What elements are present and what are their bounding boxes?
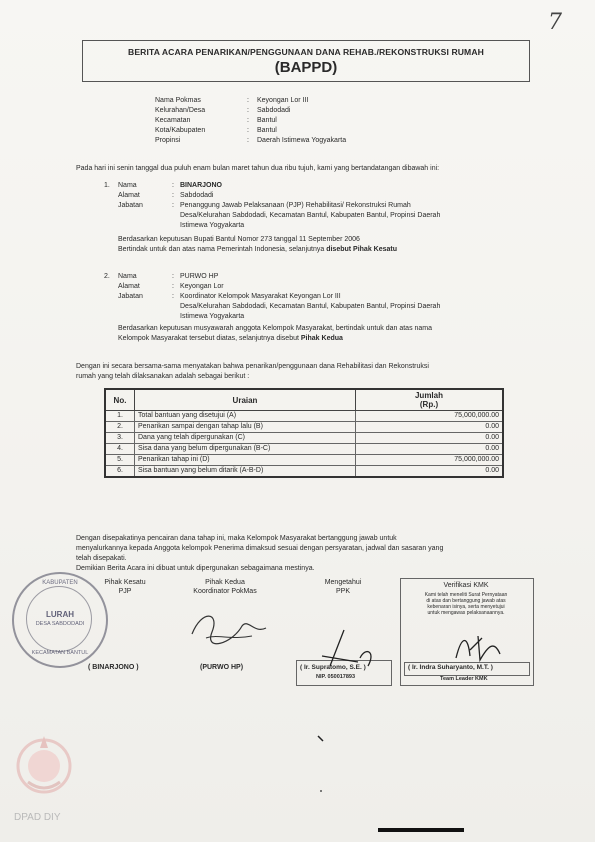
signer-title: Mengetahui xyxy=(324,579,362,586)
table-row xyxy=(105,466,503,478)
row-description: Total bantuan yang disetujui (A) xyxy=(135,411,356,422)
party-position-cont: Istimewa Yogyakarta xyxy=(180,222,245,229)
stamp-top-text: KABUPATEN xyxy=(42,580,78,586)
party-basis: Berdasarkan keputusan musyawarah anggota Kelompok Masyarakat, bertindak untuk dan atas nama xyxy=(118,325,433,332)
kmk-statement xyxy=(402,592,530,616)
fund-table xyxy=(104,388,504,478)
party-position-cont: Desa/Kelurahan Sabdodadi, Kecamatan Bantul, Kabupaten Bantul, Propinsi Daerah xyxy=(180,303,441,310)
info-row: Kelurahan/Desa : Sabdodadi xyxy=(155,107,291,114)
signer-role: Koordinator PokMas xyxy=(193,588,257,595)
row-description: Sisa bantuan yang belum ditarik (A-B-D) xyxy=(135,466,356,478)
kmk-statement-line: di atas dan bertanggung jawab atas xyxy=(426,598,506,604)
alamat-label: Alamat xyxy=(118,283,140,290)
table-row xyxy=(105,444,503,455)
jabatan-label: Jabatan xyxy=(118,202,143,209)
table-row xyxy=(105,433,503,444)
row-description: Penarikan sampai dengan tahap lalu (B) xyxy=(135,422,356,433)
party-number: 2. xyxy=(104,273,110,280)
row-description: Penarikan tahap ini (D) xyxy=(135,455,356,466)
statement-line: Dengan ini secara bersama-sama menyatakan bahwa penarikan/penggunaan dana Rehabilitasi dan Rekonstruksi xyxy=(76,363,429,370)
signature-kmk-drawing xyxy=(450,630,510,666)
signer-title: Verifikasi KMK xyxy=(443,582,489,589)
row-amount: 75,000,000.00 xyxy=(356,455,504,466)
table-row xyxy=(105,422,503,433)
pen-mark xyxy=(316,734,326,744)
nama-label: Nama xyxy=(118,273,137,280)
title-box xyxy=(82,40,530,82)
signer-nip: NIP. 050017893 xyxy=(316,674,356,680)
info-value: Keyongan Lor III xyxy=(257,97,309,104)
document-title: BERITA ACARA PENARIKAN/PENGGUNAAN DANA REHAB./REKONSTRUKSI RUMAH xyxy=(128,47,484,57)
row-number: 5. xyxy=(105,455,135,466)
intro-paragraph: Pada hari ini senin tanggal dua puluh enam bulan maret tahun dua ribu tujuh, kami yang bertandatangan dibawah ini: xyxy=(76,165,440,172)
row-amount: 75,000,000.00 xyxy=(356,411,504,422)
dpad-crest-watermark xyxy=(14,730,74,802)
party-designation: disebut Pihak Kesatu xyxy=(326,246,397,253)
row-number: 4. xyxy=(105,444,135,455)
row-number: 6. xyxy=(105,466,135,478)
col-header-jumlah xyxy=(356,389,504,411)
info-value: Daerah Istimewa Yogyakarta xyxy=(257,137,347,144)
signature-pihak-kedua xyxy=(180,578,270,596)
info-row: Kecamatan : Bantul xyxy=(155,117,277,124)
row-number: 3. xyxy=(105,433,135,444)
party-position-cont: Istimewa Yogyakarta xyxy=(180,313,245,320)
info-row: Propinsi : Daerah Istimewa Yogyakarta xyxy=(155,137,347,144)
party-name: PURWO HP xyxy=(180,273,219,280)
signature-area xyxy=(70,578,532,688)
info-label: Kecamatan xyxy=(155,117,191,124)
closing-line: menyalurkannya kepada Anggota kelompok Penerima dimaksud sesuai dengan persyaratan, jadwal dan sasaran yang xyxy=(76,545,444,552)
signer-name: ( Ir. Indra Suharyanto, M.T. ) xyxy=(408,664,493,671)
watermark-label: DPAD DIY xyxy=(14,812,61,823)
official-stamp xyxy=(12,572,108,668)
kmk-statement-line: untuk mengawas pelaksanaannya. xyxy=(427,610,505,616)
party-kedua: 2. Nama : PURWO HP Alamat : Keyongan Lor Jabatan : Koordinator Kelompok Masyarakat Keyongan Lor III Desa/Kelurahan Sabdodadi, Kecamatan Bantul, Kabupaten Bantul, Propinsi Daerah Istimewa Yogyakarta Berdasarkan keputusan musyawarah anggota Kelompok Masyarakat, bertindak untuk dan atas nama Kelompok Masyarakat tersebut diatas, selanjutnya disebut Pihak Kedua xyxy=(104,272,510,344)
pokmas-info xyxy=(155,96,346,146)
closing-line: Demikian Berita Acara ini dibuat untuk dipergunakan sebagaimana mestinya. xyxy=(76,565,315,572)
closing-line: Dengan disepakatinya pencairan dana tahap ini, maka Kelompok Masyarakat bertanggung jawab untuk xyxy=(76,535,397,542)
info-value: Bantul xyxy=(257,127,277,134)
pen-dot xyxy=(318,788,324,794)
party-basis: Berdasarkan keputusan Bupati Bantul Nomor 273 tanggal 11 September 2006 xyxy=(118,236,360,243)
signer-role: Team Leader KMK xyxy=(440,676,488,682)
table-row xyxy=(105,455,503,466)
stamp-subtitle: DESA SABDODADI xyxy=(35,621,85,627)
signer-name: ( BINARJONO ) xyxy=(88,664,139,671)
info-value: Sabdodadi xyxy=(257,107,291,114)
nama-label: Nama xyxy=(118,182,137,189)
party-name: BINARJONO xyxy=(180,182,223,189)
signer-role: PJP xyxy=(118,588,132,595)
party-address: Keyongan Lor xyxy=(180,283,224,290)
info-value: Bantul xyxy=(257,117,277,124)
info-row: Kota/Kabupaten : Bantul xyxy=(155,127,277,134)
signer-name: ( Ir. Supratomo, S.E. ) xyxy=(300,664,366,671)
row-number: 2. xyxy=(105,422,135,433)
row-description: Sisa dana yang belum dipergunakan (B-C) xyxy=(135,444,356,455)
closing-line: telah disepakati. xyxy=(76,555,127,562)
kmk-statement-line: kebenaran isinya, serta menyetujui xyxy=(427,604,505,610)
col-header-unit: (Rp.) xyxy=(419,400,439,409)
info-label: Kelurahan/Desa xyxy=(155,107,206,114)
stamp-title: LURAH xyxy=(46,610,74,619)
alamat-label: Alamat xyxy=(118,192,140,199)
party-designation: Pihak Kedua xyxy=(300,335,343,342)
signature-verifikasi-kmk xyxy=(402,581,530,616)
statement-line: rumah yang telah dilaksanakan adalah sebagai berikut : xyxy=(76,373,250,380)
party-position: Penanggung Jawab Pelaksanaan (PJP) Rehabilitasi/ Rekonstruksi Rumah xyxy=(180,202,411,209)
row-amount: 0.00 xyxy=(356,433,504,444)
party-address: Sabdodadi xyxy=(180,192,214,199)
signer-title: Pihak Kedua xyxy=(205,579,245,586)
jabatan-label: Jabatan xyxy=(118,293,143,300)
row-amount: 0.00 xyxy=(356,444,504,455)
kmk-statement-line: Kami telah meneliti Surat Pernyataan xyxy=(424,592,508,598)
party-position: Koordinator Kelompok Masyarakat Keyongan Lor III xyxy=(180,293,341,300)
stamp-bottom-text: KECAMATAN BANTUL xyxy=(31,650,89,656)
document-abbreviation: (BAPPD) xyxy=(274,59,338,76)
col-header-uraian: Uraian xyxy=(135,389,356,411)
statement-paragraph xyxy=(76,362,429,382)
party-basis-cont: Kelompok Masyarakat tersebut diatas, selanjutnya disebut xyxy=(118,335,299,342)
col-header-no: No. xyxy=(105,389,135,411)
info-label: Propinsi xyxy=(155,137,181,144)
signature-purwo-drawing xyxy=(182,604,272,654)
info-row: Nama Pokmas : Keyongan Lor III xyxy=(155,97,309,104)
table-row xyxy=(105,411,503,422)
page-number: 7 xyxy=(548,10,562,35)
info-label: Nama Pokmas xyxy=(155,97,201,104)
party-number: 1. xyxy=(104,182,110,189)
row-number: 1. xyxy=(105,411,135,422)
signature-mengetahui xyxy=(298,578,388,596)
signer-name: (PURWO HP) xyxy=(200,664,244,671)
signature-ppk-drawing xyxy=(310,626,390,676)
party-position-cont: Desa/Kelurahan Sabdodadi, Kecamatan Bantul, Kabupaten Bantul, Propinsi Daerah xyxy=(180,212,441,219)
info-label: Kota/Kabupaten xyxy=(155,127,206,134)
signer-role: PPK xyxy=(335,588,350,595)
party-role-statement: Bertindak untuk dan atas nama Pemerintah Indonesia, selanjutnya xyxy=(118,246,325,253)
closing-paragraph xyxy=(76,534,443,574)
row-amount: 0.00 xyxy=(356,466,504,478)
row-description: Dana yang telah dipergunakan (C) xyxy=(135,433,356,444)
row-amount: 0.00 xyxy=(356,422,504,433)
col-header-jumlah-label: Jumlah xyxy=(414,391,443,400)
party-kesatu: 1. Nama : BINARJONO Alamat : Sabdodadi Jabatan : Penanggung Jawab Pelaksanaan (PJP) Rehabilitasi/ Rekonstruksi Rumah Desa/Kelurahan Sabdodadi, Kecamatan Bantul, Kabupaten Bantul, Propinsi Daerah Istimewa Yogyakarta Berdasarkan keputusan Bupati Bantul Nomor 273 tanggal 11 September 2006 Bertindak untuk dan atas nama Pemerintah Indonesia, selanjutnya disebut Pihak Kesatu xyxy=(104,181,510,255)
signer-title: Pihak Kesatu xyxy=(104,579,146,586)
bottom-mark xyxy=(378,828,464,832)
